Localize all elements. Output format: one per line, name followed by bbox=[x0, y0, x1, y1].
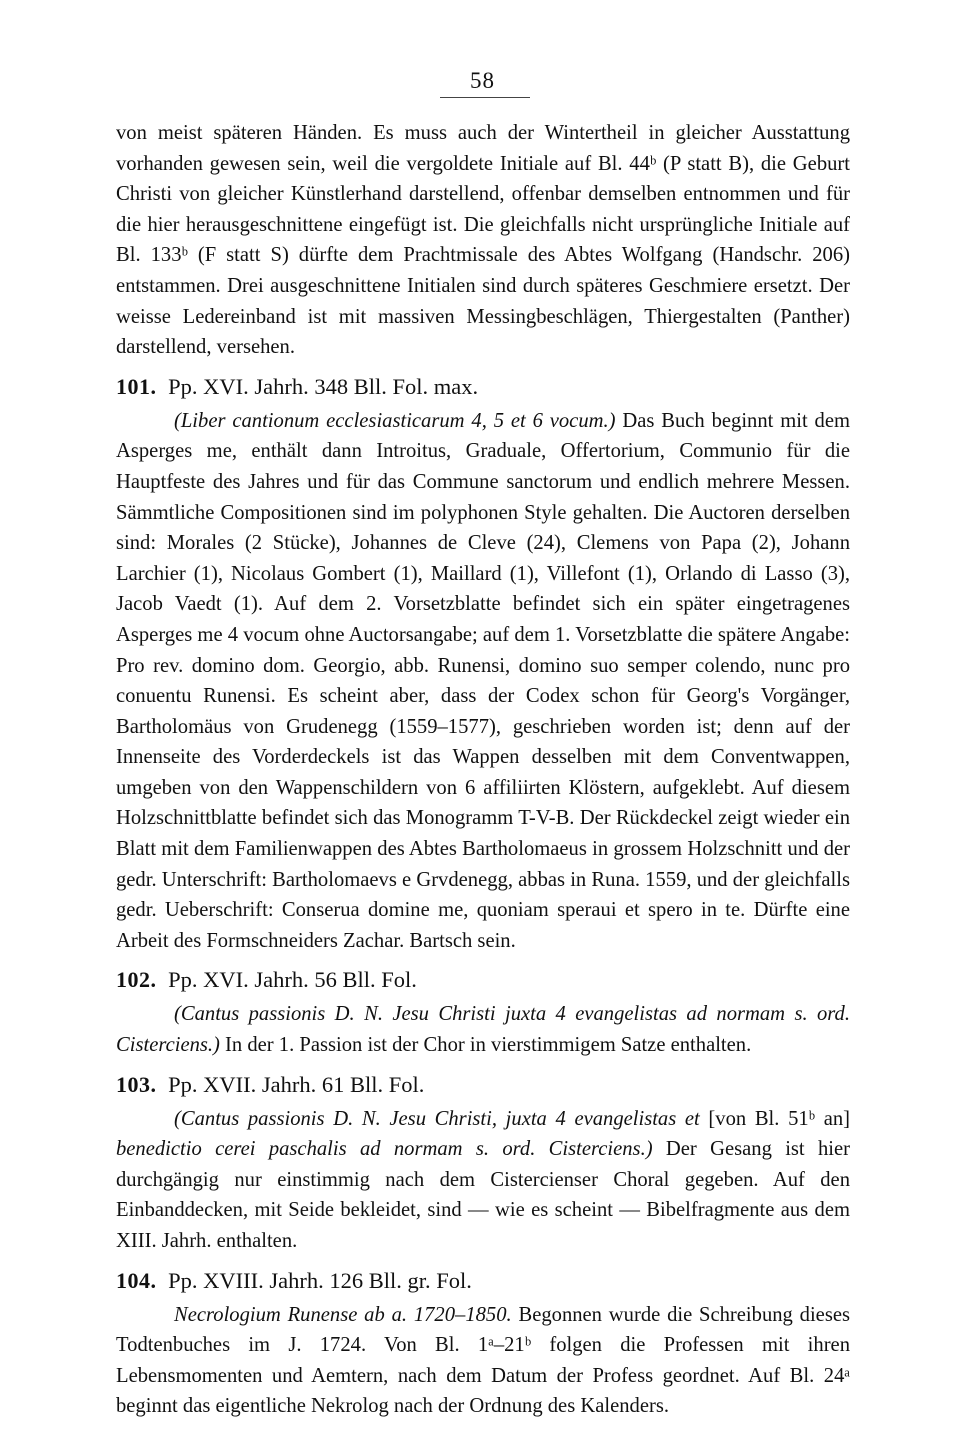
entry-title: (Liber cantionum ecclesiasticarum 4, 5 et 6 vocum.) bbox=[174, 409, 616, 432]
page-number-rule bbox=[440, 97, 530, 98]
entry-description: In der 1. Passion ist der Chor in vierstimmigem Satze enthalten. bbox=[219, 1034, 752, 1057]
entry-heading-text: Pp. XVI. Jahrh. 56 Bll. Fol. bbox=[168, 967, 417, 993]
entry-description: Begonnen wurde die Schreibung dieses Todtenbuches im J. 1724. Von Bl. 1ᵃ–21ᵇ folgen die Professen mit ihren Lebensmomenten und Aemtern, nach dem Datum der Profess geordnet. Auf Bl. 24ᵃ beginnt das eigentliche Nekrolog nach der Ordnung des Kalenders. bbox=[116, 1303, 850, 1418]
entry-title-continued: benedictio cerei paschalis ad normam s. ord. Cisterciens.) bbox=[116, 1138, 653, 1161]
entry-body-101 bbox=[116, 406, 850, 957]
entry-heading-text: Pp. XVII. Jahrh. 61 Bll. Fol. bbox=[168, 1071, 425, 1097]
entry-number: 102. bbox=[116, 967, 157, 993]
entry-number: 104. bbox=[116, 1267, 157, 1293]
page-number: 58 bbox=[470, 68, 495, 93]
entry-body-102 bbox=[116, 999, 850, 1060]
entry-title: Necrologium Runense ab a. 1720–1850. bbox=[174, 1303, 512, 1326]
entry-description: Der Gesang ist hier durchgängig nur einstimmig nach dem Cistercienser Choral gegeben. Auf den Einbanddecken, mit Seide bekleidet, sind — wie es scheint — Bibelfragmente aus dem XIII. Jahrh. enthalten. bbox=[116, 1138, 850, 1252]
entry-body-103 bbox=[116, 1104, 850, 1257]
entry-heading-101 bbox=[116, 372, 850, 402]
entry-body-104 bbox=[116, 1300, 850, 1422]
intro-paragraph: von meist späteren Händen. Es muss auch der Wintertheil in gleicher Ausstattung vorhanden gewesen sein, weil die vergoldete Initiale auf Bl. 44ᵇ (P statt B), die Geburt Christi von gleicher Künstlerhand darstellend, offenbar demselben entnommen und für die hier herausgeschnittene eingefügt ist. Die gleichfalls nicht ursprüngliche Initiale auf Bl. 133ᵇ (F statt S) dürfte dem Prachtmissale des Abtes Wolfgang (Handschr. 206) entstammen. Drei ausgeschnittene Initialen sind durch späteres Geschmiere ersetzt. Der weisse Ledereinband ist mit massiven Messingbeschlägen, Thiergestalten (Panther) darstellend, versehen. bbox=[116, 122, 850, 359]
body-text bbox=[116, 118, 850, 1422]
entry-description: Das Buch beginnt mit dem Asperges me, enthält dann Introitus, Graduale, Offertorium, Communio für die Hauptfeste des Jahres und für das Commune sanctorum und endlich mehrere Messen. Sämmtliche Compositionen sind im polyphonen Style gehalten. Die Auctoren derselben sind: Morales (2 Stücke), Johannes de Cleve (24), Clemens von Papa (2), Johann Larchier (1), Nicolaus Gombert (1), Maillard (1), Villefont (1), Orlando di Lasso (3), Jacob Vaedt (1). Auf dem 2. Vorsetzblatte befindet sich ein später eingetragenes Asperges me 4 vocum ohne Auctorsangabe; auf dem 1. Vorsetzblatte die spätere Angabe: Pro rev. domino dom. Georgio, abb. Runensi, domino suo semper colendo, nunc pro conuentu Runensi. Es scheint aber, dass der Codex schon für Georg's Vorgänger, Bartholomäus von Grudenegg (1559–1577), geschrieben worden ist; denn auf der Innenseite des Vorderdeckels ist das Wappen desselben mit dem Conventwappen, umgeben von den Wappenschildern von 6 affiliirten Klöstern, aufgeklebt. Auf diesem Holzschnittblatte befindet sich das Monogramm T-V-B. Der Rückdeckel zeigt wieder ein Blatt mit dem Familienwappen des Abtes Bartholomaeus in grossem Holzschnitt und der gedr. Unterschrift: Bartholomaevs e Grvdenegg, abbas in Runa. 1559, und der gleichfalls gedr. Ueberschrift: Conserua domine me, quoniam speraui et spero in te. Dürfte eine Arbeit des Formschneiders Zachar. Bartsch sein. bbox=[116, 409, 850, 952]
entry-heading-text: Pp. XVI. Jahrh. 348 Bll. Fol. max. bbox=[168, 373, 479, 399]
entry-heading-102 bbox=[116, 965, 850, 995]
entry-title: (Cantus passionis D. N. Jesu Christi, juxta 4 evangelistas et bbox=[174, 1107, 700, 1130]
entry-title-insert: [von Bl. 51ᵇ an] bbox=[699, 1107, 850, 1130]
entry-heading-text: Pp. XVIII. Jahrh. 126 Bll. gr. Fol. bbox=[168, 1267, 472, 1293]
entry-heading-104 bbox=[116, 1266, 850, 1296]
entry-heading-103 bbox=[116, 1070, 850, 1100]
entry-number: 103. bbox=[116, 1071, 157, 1097]
entry-title: (Cantus passionis D. N. Jesu Christi juxta 4 evangelistas ad normam s. ord. Cisterciens.) bbox=[116, 1003, 850, 1057]
entry-number: 101. bbox=[116, 373, 157, 399]
